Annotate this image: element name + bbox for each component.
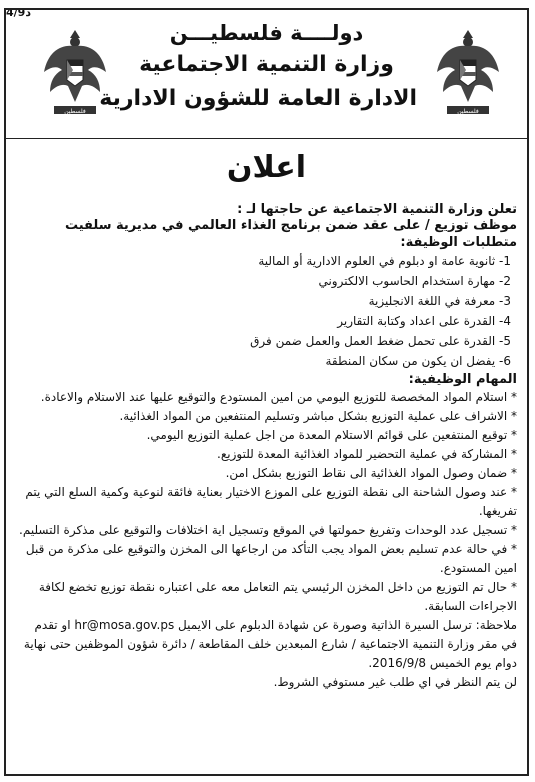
note-text: ملاحظة: ترسل السيرة الذاتية وصورة عن شهادة الدبلوم على الايميل xyxy=(178,618,517,632)
task-item: * حال تم التوزيع من داخل المخزن الرئيسي يتم التعامل معه على اعتباره نقطة توزيع تخضع لكافة الاجراءات السابقة. xyxy=(38,580,517,613)
task-item: * تسجيل عدد الوحدات وتفريغ حمولتها في الموقع وتسجيل اية اختلافات والتوقيع على مذكرة التسليم. xyxy=(19,523,517,537)
announcement-body xyxy=(16,202,517,692)
page-reference: 4/9د xyxy=(6,6,31,19)
letterhead-titles xyxy=(99,18,417,116)
announcement-frame xyxy=(4,8,529,776)
ministry-name: وزارة التنمية الاجتماعية xyxy=(139,52,394,77)
task-item: * توقيع المنتفعين على قوائم الاستلام المعدة من اجل عملية التوزيع اليومي. xyxy=(146,428,517,442)
requirement-item: 5- القدرة على تحمل ضغط العمل والعمل ضمن فرق xyxy=(250,334,511,348)
note-text-continued: او تقدم في مقر وزارة التنمية الاجتماعية / شارع المبعدين خلف المقاطعة / دائرة شؤون الموظفين حتى نهاية دوام يوم الخميس 2016/9/8. xyxy=(23,618,517,670)
letterhead xyxy=(6,10,527,139)
position-line: موظف توزيع / على عقد ضمن برنامج الغذاء العالمي في مديرية سلفيت xyxy=(64,218,517,233)
tasks-heading: المهام الوظيفية: xyxy=(408,372,517,387)
task-item: * في حالة عدم تسليم بعض المواد يجب التأكد من ارجاعها الى المخزن والتوقيع على مذكرة من قبل امين المستودع. xyxy=(25,542,517,575)
emblem-caption: فلسطين xyxy=(64,108,86,115)
task-item: * ضمان وصول المواد الغذائية الى نقاط التوزيع بشكل امن. xyxy=(225,466,517,480)
task-item: * عند وصول الشاحنة الى نقطة التوزيع على الموزع الاختيار بعناية فائقة لنوعية وكمية السلع التي يتم تفريغها. xyxy=(25,485,517,518)
intro-line: تعلن وزارة التنمية الاجتماعية عن حاجتها لـ : xyxy=(237,202,517,217)
requirement-item: 2- مهارة استخدام الحاسوب الالكتروني xyxy=(318,274,511,288)
department-name: الادارة العامة للشؤون الادارية xyxy=(99,86,417,111)
task-item: * المشاركة في عملية التحضير للمواد الغذائية المعدة للتوزيع. xyxy=(217,447,517,461)
task-item: * الاشراف على عملية التوزيع بشكل مباشر وتسليم المنتفعين من المواد الغذائية. xyxy=(119,409,517,423)
requirement-item: 1- ثانوية عامة او دبلوم في العلوم الادارية أو المالية xyxy=(258,254,511,268)
emblem-caption: فلسطين xyxy=(457,108,479,115)
final-note: لن يتم النظر في اي طلب غير مستوفي الشروط. xyxy=(273,675,517,689)
requirements-heading: متطلبات الوظيفة: xyxy=(400,235,517,250)
palestine-eagle-emblem-icon xyxy=(433,22,503,122)
task-item: * استلام المواد المخصصة للتوزيع اليومي من امين المستودع والتوقيع عليها عند الاستلام والاعادة. xyxy=(40,390,517,404)
requirement-item: 4- القدرة على اعداد وكتابة التقارير xyxy=(337,314,511,328)
requirement-item: 6- يفضل ان يكون من سكان المنطقة xyxy=(325,354,511,368)
state-name: دولــــة فلسطيـــن xyxy=(169,21,364,45)
email-link[interactable]: hr@mosa.gov.ps xyxy=(74,618,175,632)
application-note xyxy=(16,616,517,673)
announcement-title: اعلان xyxy=(226,150,307,185)
requirement-item: 3- معرفة في اللغة الانجليزية xyxy=(368,294,511,308)
